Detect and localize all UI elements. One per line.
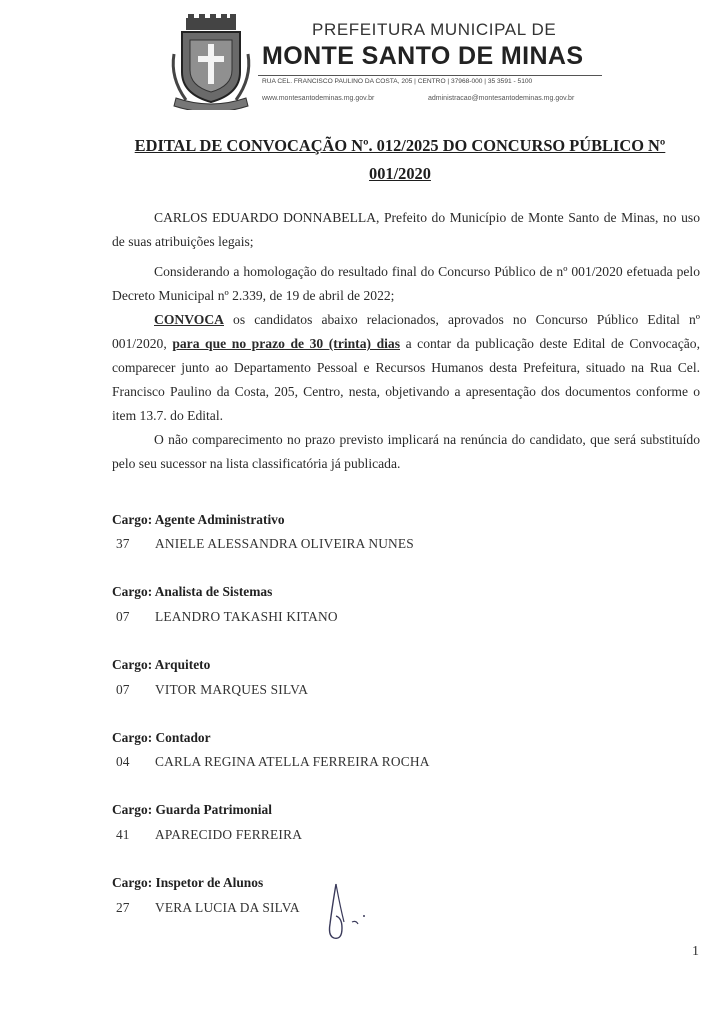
cargo-label: Cargo: Arquiteto <box>112 657 211 672</box>
candidate-name: CARLA REGINA ATELLA FERREIRA ROCHA <box>155 754 430 769</box>
candidate-name: VITOR MARQUES SILVA <box>155 682 309 697</box>
paragraph-considerando: Considerando a homologação do resultado final do Concurso Público de nº 001/2020 efetuada pelo Decreto Municipal nº 2.339, de 19 de abril de 2022; <box>112 264 700 303</box>
cargo-label: Cargo: Guarda Patrimonial <box>112 802 272 817</box>
paragraph-mayor: CARLOS EDUARDO DONNABELLA, Prefeito do Município de Monte Santo de Minas, no uso de suas atribuições legais; <box>112 210 700 249</box>
candidate-number: 27 <box>116 900 130 915</box>
candidate-name: LEANDRO TAKASHI KITANO <box>155 609 338 624</box>
letterhead-city-line: MONTE SANTO DE MINAS <box>262 42 584 70</box>
candidate-name: ANIELE ALESSANDRA OLIVEIRA NUNES <box>155 536 414 551</box>
candidate-number: 07 <box>116 609 130 624</box>
convoca-text-a: os candidatos abaixo relacionados, aprovados no Concurso Público Edital nº 001/2020, <box>112 312 700 351</box>
paragraph-convoca <box>112 308 700 428</box>
convoca-text-b: a contar da publicação deste Edital de Convocação, comparecer junto ao Departamento Pessoal e Recursos Humanos desta Prefeitura, situado na Rua Cel. Francisco Paulino da Costa, 205, Centro, nesta, objetivando a apresentação dos documentos conforme o item 13.7. do Edital. <box>112 336 700 423</box>
paragraph-nao-comparecimento: O não comparecimento no prazo previsto implicará na renúncia do candidato, que será substituído pelo seu sucessor na lista classificatória já publicada. <box>112 432 700 471</box>
title-line-2: 001/2020 <box>369 164 431 183</box>
letterhead-divider <box>258 75 602 76</box>
title-line-1: EDITAL DE CONVOCAÇÃO Nº. 012/2025 DO CONCURSO PÚBLICO Nº <box>134 136 666 155</box>
cargo-label: Cargo: Inspetor de Alunos <box>112 875 264 890</box>
convoca-keyword: CONVOCA <box>154 312 224 327</box>
candidate-number: 07 <box>116 682 130 697</box>
cargo-label: Cargo: Agente Administrativo <box>112 512 285 527</box>
cargo-label: Cargo: Analista de Sistemas <box>112 584 273 599</box>
page-number: 1 <box>692 944 699 959</box>
candidate-name: VERA LUCIA DA SILVA <box>155 900 300 915</box>
letterhead-email: administracao@montesantodeminas.mg.gov.br <box>428 95 575 102</box>
letterhead-website: www.montesantodeminas.mg.gov.br <box>262 95 375 102</box>
document-title <box>110 132 690 188</box>
letterhead-org-line: PREFEITURA MUNICIPAL DE <box>312 20 557 39</box>
signature-mark <box>312 878 382 944</box>
candidate-name: APARECIDO FERREIRA <box>155 827 303 842</box>
cargo-label: Cargo: Contador <box>112 730 211 745</box>
deadline-emphasis: para que no prazo de 30 (trinta) dias <box>172 336 401 351</box>
candidate-number: 04 <box>116 754 130 769</box>
coat-of-arms-icon <box>168 14 254 110</box>
candidate-number: 41 <box>116 827 130 842</box>
letterhead-address: RUA CEL. FRANCISCO PAULINO DA COSTA, 205 | CENTRO | 37968-000 | 35 3591 - 5100 <box>262 78 533 85</box>
candidate-number: 37 <box>116 536 130 551</box>
